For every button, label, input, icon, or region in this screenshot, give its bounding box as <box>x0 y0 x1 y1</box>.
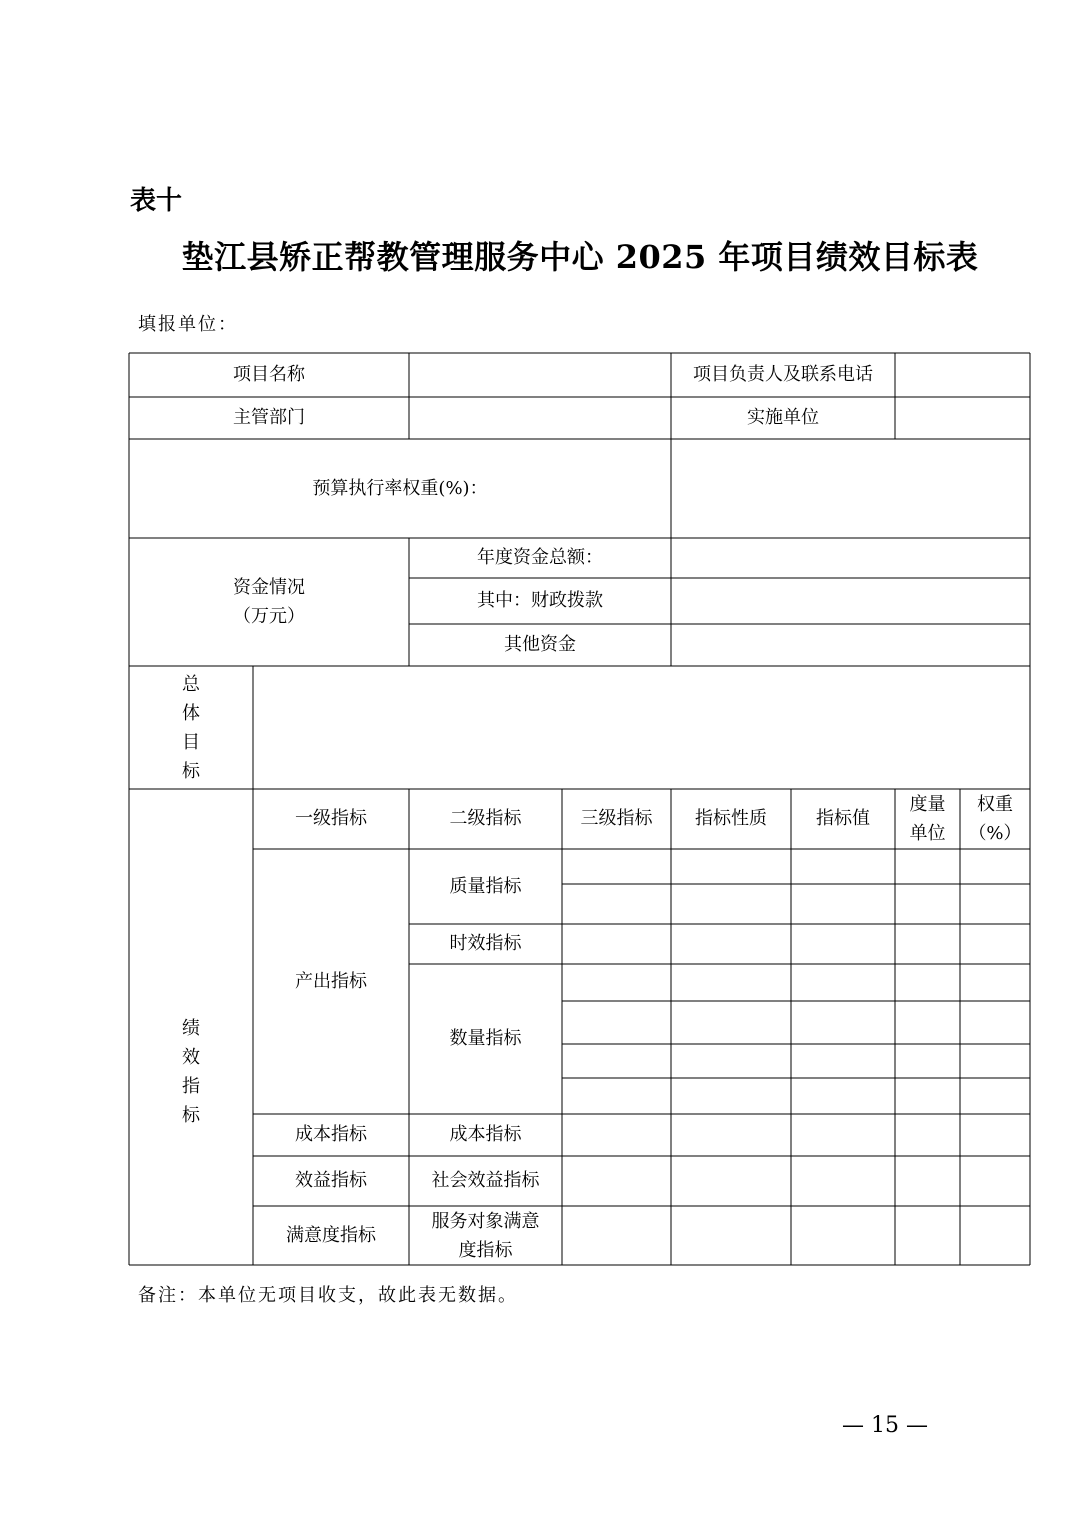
service-satisfaction-line1: 服务对象满意 <box>431 1210 540 1232</box>
timeliness-indicator-label: 时效指标 <box>449 933 522 954</box>
col-level2-header: 二级指标 <box>449 808 522 829</box>
quality-indicator-label: 质量指标 <box>449 875 522 897</box>
budget-weight-label: 预算执行率权重(%)： <box>312 477 488 499</box>
overall-goal-label <box>129 666 253 789</box>
col-level3-header: 三级指标 <box>580 808 653 829</box>
funds-label-line1: 资金情况 <box>233 577 305 598</box>
funds-label <box>129 538 409 666</box>
benefit-indicator-label: 效益指标 <box>295 1170 367 1191</box>
funds-label-line2: （万元） <box>233 606 305 627</box>
col-nature-header: 指标性质 <box>695 808 767 829</box>
performance-indicators-char: 绩 <box>182 1018 200 1039</box>
project-lead-phone-label: 项目负责人及联系电话 <box>693 364 873 385</box>
cost-indicator-l1-label: 成本指标 <box>295 1124 367 1145</box>
table-number-label: 表十 <box>130 186 183 216</box>
col-unit-line2: 单位 <box>909 823 946 844</box>
cost-indicator-l2-label: 成本指标 <box>449 1124 522 1145</box>
fiscal-allocation-label: 其中：财政拨款 <box>477 590 603 611</box>
annual-total-label: 年度资金总额： <box>477 547 603 568</box>
reporting-unit-label: 填报单位： <box>138 314 238 335</box>
service-satisfaction-line2: 度指标 <box>458 1239 513 1261</box>
quantity-indicator-label: 数量指标 <box>449 1028 522 1049</box>
performance-indicators-char: 效 <box>182 1047 200 1068</box>
col-weight-header <box>960 789 1030 849</box>
service-satisfaction-label <box>409 1206 562 1265</box>
col-unit-line1: 度量 <box>909 794 946 815</box>
overall-goal-char: 总 <box>182 673 200 695</box>
implementing-unit-label: 实施单位 <box>747 407 819 428</box>
overall-goal-char: 目 <box>182 731 200 753</box>
col-weight-line2: （%） <box>968 823 1022 844</box>
project-name-label: 项目名称 <box>233 364 305 385</box>
col-unit-header <box>895 789 960 849</box>
footnote: 备注：本单位无项目收支，故此表无数据。 <box>138 1285 518 1306</box>
output-indicator-label: 产出指标 <box>295 970 367 992</box>
overall-goal-char: 体 <box>182 702 200 724</box>
col-level1-header: 一级指标 <box>295 808 367 829</box>
col-weight-line1: 权重 <box>977 794 1013 815</box>
overall-goal-char: 标 <box>182 760 200 782</box>
performance-indicators-char: 指 <box>182 1076 200 1097</box>
document-title: 垫江县矫正帮教管理服务中心 2025 年项目绩效目标表 <box>181 238 979 276</box>
col-value-header: 指标值 <box>816 808 870 829</box>
satisfaction-indicator-label: 满意度指标 <box>286 1224 376 1246</box>
department-label: 主管部门 <box>233 407 305 428</box>
performance-indicators-label <box>129 789 253 1265</box>
other-funds-label: 其他资金 <box>504 634 576 655</box>
performance-indicators-char: 标 <box>182 1105 200 1126</box>
social-benefit-indicator-label: 社会效益指标 <box>431 1170 540 1191</box>
page-number: — 15 — <box>842 1413 928 1438</box>
